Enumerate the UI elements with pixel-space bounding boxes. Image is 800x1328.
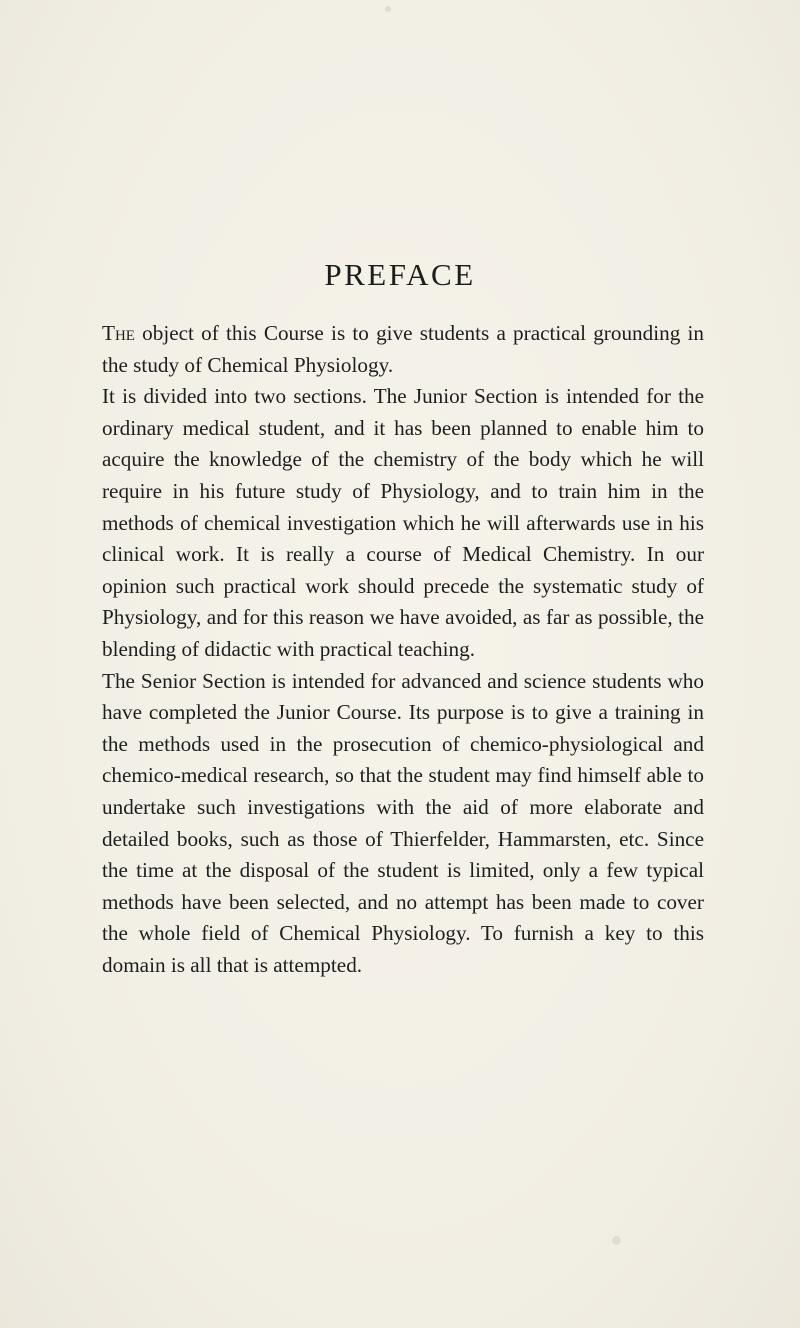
paragraph-2-text: It is divided into two sections. The Junior Section is intended for the ordinary medical student, and it has been planned to enable him to acquire the knowledge of the chemistry of the body which he will require in his future study of Physiology, and to train him in the methods of chemical investigation which he will afterwards use in his clinical work. It is really a course of Medical Chemistry. In our opinion such practical work should precede the systematic study of Physiology, and for this reason we have avoided, as far as possible, the blending of didactic with practical teaching. <box>102 384 704 661</box>
preface-body <box>102 318 704 981</box>
paper-spot <box>612 1236 621 1245</box>
paragraph-1-text: object of this Course is to give students a practical grounding in the study of Chemical Physiology. <box>102 321 704 377</box>
paragraph-3 <box>102 666 704 982</box>
paragraph-1-lead: The <box>102 321 135 345</box>
paragraph-3-text: The Senior Section is intended for advanced and science students who have completed the Junior Course. Its purpose is to give a training in the methods used in the prosecution of chemico-physiological and chemico-medical research, so that the student may find himself able to undertake such investigations with the aid of more elaborate and detailed books, such as those of Thierfelder, Hammarsten, etc. Since the time at the disposal of the student is limited, only a few typical methods have been selected, and no attempt has been made to cover the whole field of Chemical Physiology. To furnish a key to this domain is all that is attempted. <box>102 668 704 977</box>
paragraph-1 <box>102 318 704 381</box>
paragraph-2 <box>102 381 704 665</box>
page-title: PREFACE <box>324 257 476 292</box>
paper-spot <box>385 6 391 12</box>
